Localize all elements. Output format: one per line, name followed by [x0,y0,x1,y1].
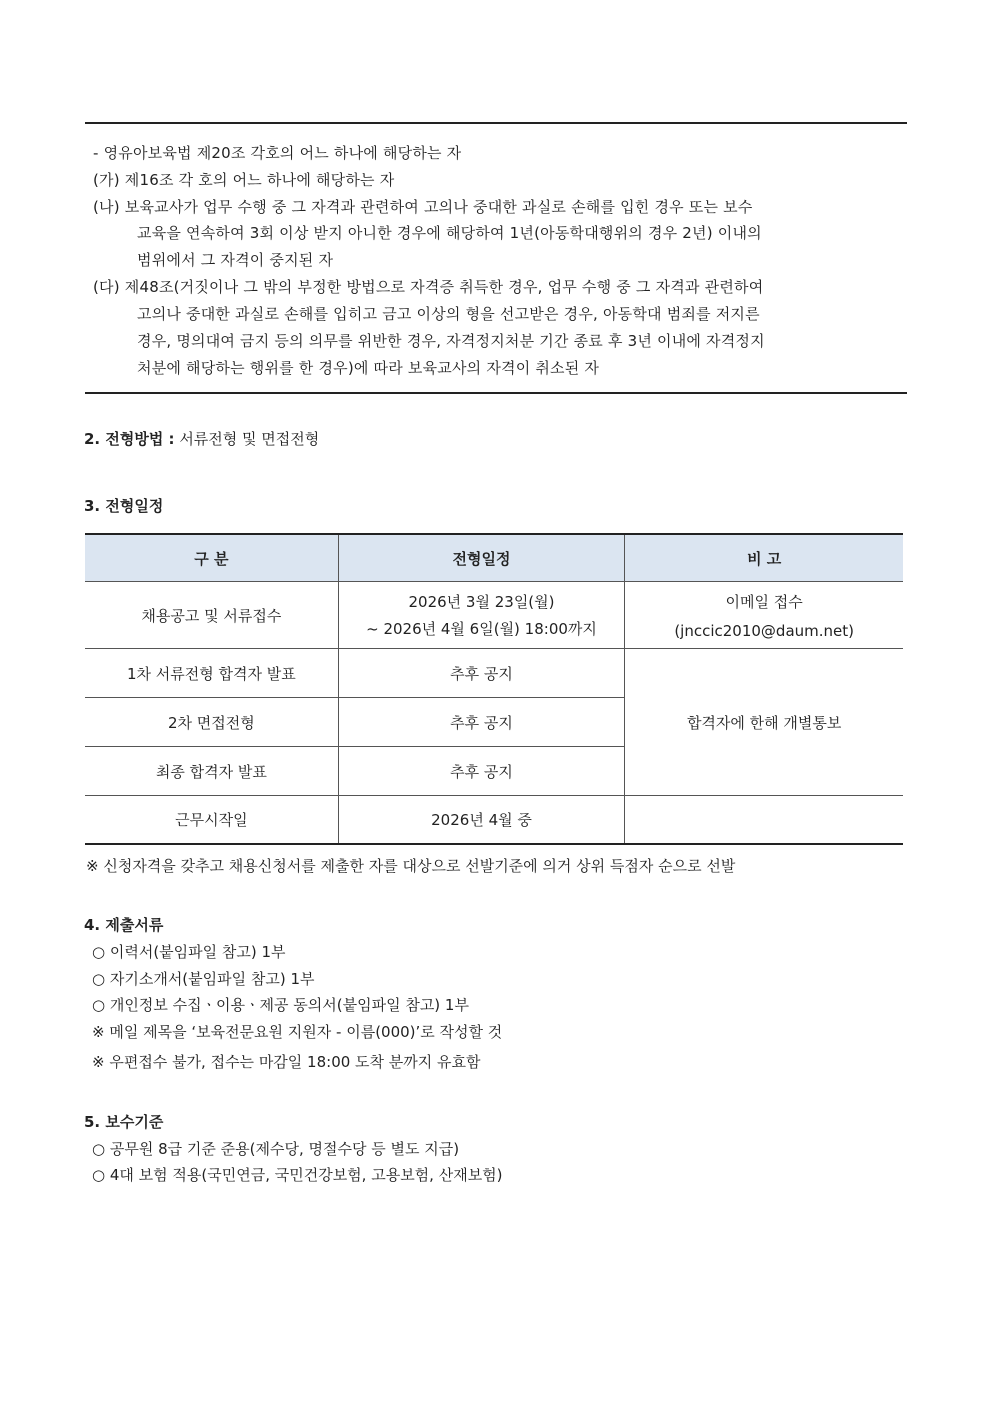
cell-schedule [338,582,625,649]
list-item: ※ 메일 제목을 ‘보육전문요원 지원자 - 이름(000)’로 작성할 것 [92,1023,503,1041]
dq-line: 교육을 연속하여 3회 이상 받지 아니한 경우에 해당하여 1년(아동학대행위의 경우 2년) 이내의 [137,224,762,242]
cell-remarks [625,582,903,649]
list-item: ※ 우편접수 불가, 접수는 마감일 18:00 도착 분까지 유효함 [92,1053,481,1071]
dq-line: 고의나 중대한 과실로 손해를 입히고 금고 이상의 형을 선고받은 경우, 아동학대 범죄를 저지른 [137,305,760,323]
cell-schedule: 추후 공지 [338,698,625,747]
cell-schedule: 추후 공지 [338,747,625,796]
cell-schedule: 추후 공지 [338,649,625,698]
list-item: ○ 개인정보 수집ㆍ이용ㆍ제공 동의서(붙임파일 참고) 1부 [92,996,469,1014]
section-2-heading [84,428,319,449]
header-category: 구 분 [85,534,338,582]
section-2-title: 2. 전형방법 : [84,430,175,448]
table-row [85,649,903,698]
dq-line: 경우, 명의대여 금지 등의 의무를 위반한 경우, 자격정지처분 기간 종료 후 3년 이내에 자격정지 [137,332,765,350]
dq-line: (가) 제16조 각 호의 어느 하나에 해당하는 자 [93,171,395,189]
dq-line: (다) 제48조(거짓이나 그 밖의 부정한 방법으로 자격증 취득한 경우, 업무 수행 중 그 자격과 관련하여 [93,278,764,296]
schedule-line: 2026년 3월 23일(월) [408,593,555,611]
list-item: ○ 공무원 8급 기준 준용(제수당, 명절수당 등 별도 지급) [92,1140,460,1158]
list-item: ○ 자기소개서(붙임파일 참고) 1부 [92,970,315,988]
remark-line: 이메일 접수 [725,592,803,611]
header-remarks: 비 고 [625,534,903,582]
section-4-title: 4. 제출서류 [84,916,164,934]
dq-line: 범위에서 그 자격이 중지된 자 [137,251,334,269]
cell-schedule: 2026년 4월 중 [338,796,625,844]
header-schedule: 전형일정 [338,534,625,582]
table-header-row [85,534,903,582]
list-item: ○ 이력서(붙임파일 참고) 1부 [92,943,286,961]
section-2-value: 서류전형 및 면접전형 [174,430,320,448]
section-3-title: 3. 전형일정 [84,497,164,515]
schedule-line: ~ 2026년 4월 6일(월) 18:00까지 [366,620,597,638]
cell-category: 2차 면접전형 [85,698,338,747]
cell-category: 근무시작일 [85,796,338,844]
table-row [85,582,903,649]
cell-category: 최종 합격자 발표 [85,747,338,796]
dq-line: (나) 보육교사가 업무 수행 중 그 자격과 관련하여 고의나 중대한 과실로 손해를 입힌 경우 또는 보수 [93,198,753,216]
selection-note: ※ 신청자격을 갖추고 채용신청서를 제출한 자를 대상으로 선발기준에 의거 상위 득점자 순으로 선발 [86,857,736,875]
disqualification-box [85,122,907,394]
cell-merged-remark: 합격자에 한해 개별통보 [625,649,903,796]
cell-category: 채용공고 및 서류접수 [85,582,338,649]
schedule-table [85,533,903,845]
dq-line: - 영유아보육법 제20조 각호의 어느 하나에 해당하는 자 [93,144,462,162]
cell-remarks [625,796,903,844]
table-row [85,796,903,844]
email-text: (jnccic2010@daum.net) [674,621,854,640]
section-5-title: 5. 보수기준 [84,1113,164,1131]
cell-category: 1차 서류전형 합격자 발표 [85,649,338,698]
list-item: ○ 4대 보험 적용(국민연금, 국민건강보험, 고용보험, 산재보험) [92,1166,503,1184]
dq-line: 처분에 해당하는 행위를 한 경우)에 따라 보육교사의 자격이 취소된 자 [137,359,600,377]
